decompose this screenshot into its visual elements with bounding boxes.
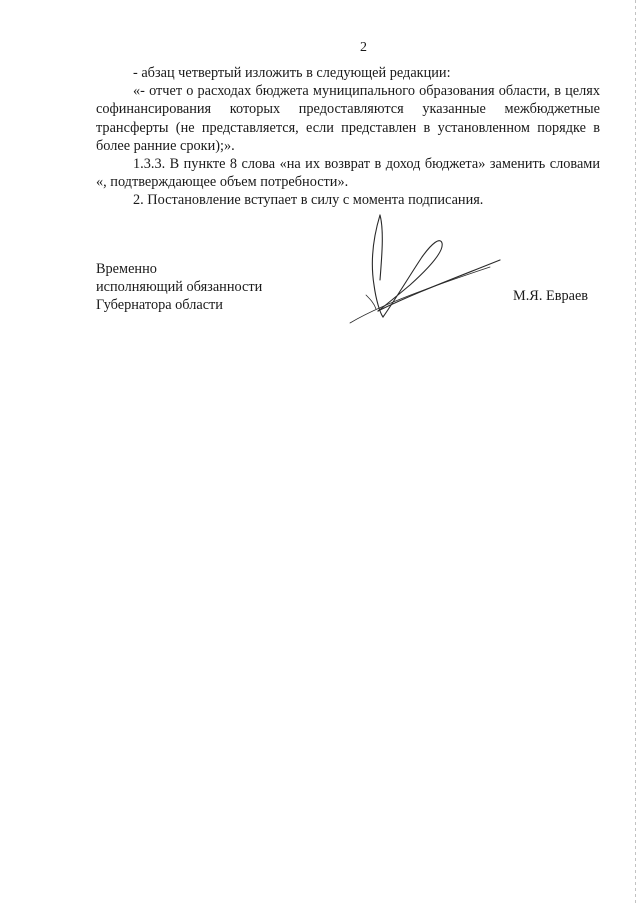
signatory-title-line-2: исполняющий обязанности	[96, 279, 263, 296]
paragraph-4: 2. Постановление вступает в силу с момента подписания.	[133, 192, 484, 209]
paragraph-1: - абзац четвертый изложить в следующей редакции:	[133, 65, 451, 81]
signatory-title-line-3: Губернатора области	[96, 297, 223, 314]
signatory-name: М.Я. Евраев	[513, 288, 589, 304]
paragraph-3: 1.3.3. В пункте 8 слова «на их возврат в доход бюджета» заменить словами «, подтверждающее объем потребности».	[96, 156, 600, 191]
signatory-title-line-1: Временно	[96, 261, 157, 277]
page-number: 2	[360, 40, 367, 55]
scan-edge	[635, 0, 636, 905]
signatory-title	[96, 260, 262, 315]
paragraph-2: «- отчет о расходах бюджета муниципального образования области, в целях софинансирования которых предоставляются указанные межбюджетные трансферты (не представляется, если представлен в установленном порядке в более ранние сроки);».	[96, 83, 600, 154]
document-body	[96, 64, 600, 210]
handwritten-signature	[340, 205, 510, 330]
